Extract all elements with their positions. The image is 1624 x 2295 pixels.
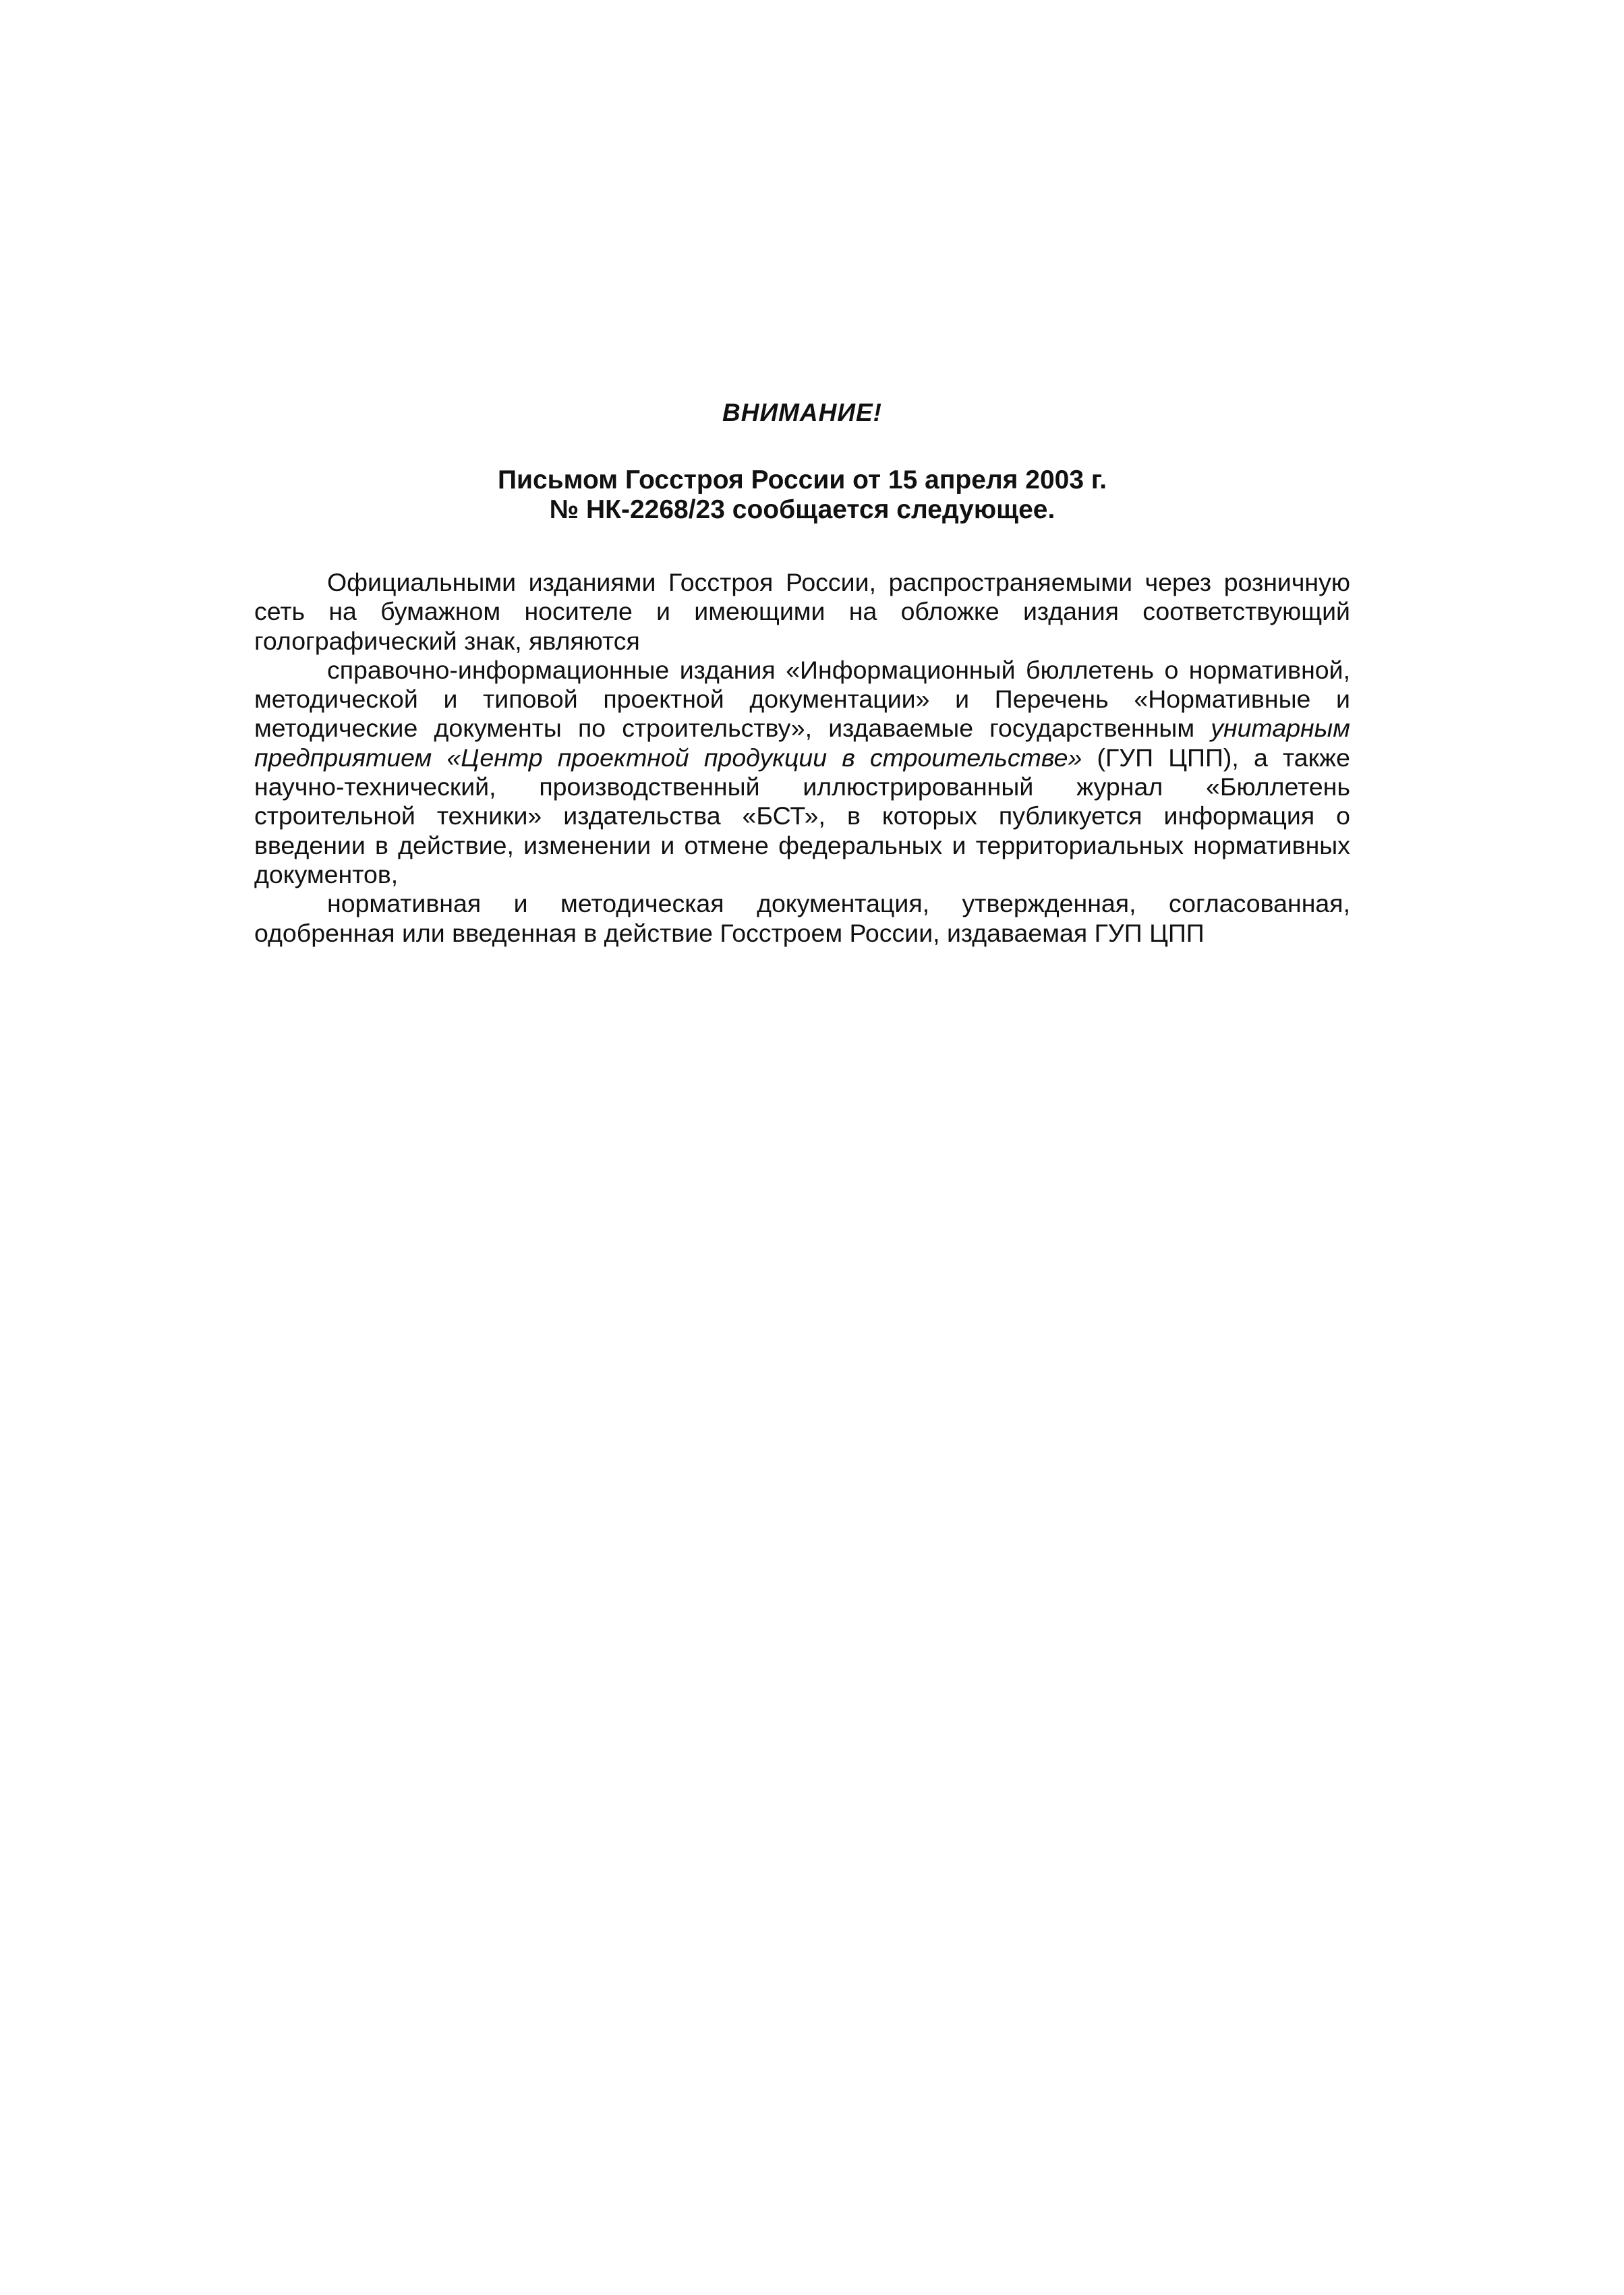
paragraph-2-part-2: (ГУП ЦПП), а также научно-технический, производственный иллюстрированный журнал «Бюллетень строительной техники» издательства «БСТ», в которых публикуется информация о введении в действие, изменении и отмене федеральных и территориальных нормативных документов,: [254, 743, 1350, 888]
notice-block: [254, 398, 1350, 948]
paragraph-2-part-1: справочно-информационные издания «Информационный бюллетень о нормативной, методической и типовой проектной документации» и Перечень «Нормативные и методические документы по строительству», издаваемые государственным: [254, 655, 1350, 743]
notice-heading: ВНИМАНИЕ!: [722, 399, 882, 426]
paragraph-2: [254, 656, 1350, 889]
paragraph-1: Официальными изданиями Госстроя России, распространяемыми через розничную сеть на бумажном носителе и имеющими на обложке издания соответствующий голографический знак, являются: [254, 568, 1350, 655]
paragraph-3: нормативная и методическая документация, утвержденная, согласованная, одобренная или введенная в действие Госстроем России, издаваемая ГУП ЦПП: [254, 889, 1350, 947]
subheading-line-1: Письмом Госстроя России от 15 апреля 2003 г.: [497, 465, 1107, 494]
subheading-line-2: № НК-2268/23 сообщается следующее.: [549, 495, 1055, 524]
notice-subheading: [254, 465, 1350, 525]
paragraph-2-italic: унитарным предприятием «Центр проектной продукции в строительстве»: [254, 714, 1350, 772]
